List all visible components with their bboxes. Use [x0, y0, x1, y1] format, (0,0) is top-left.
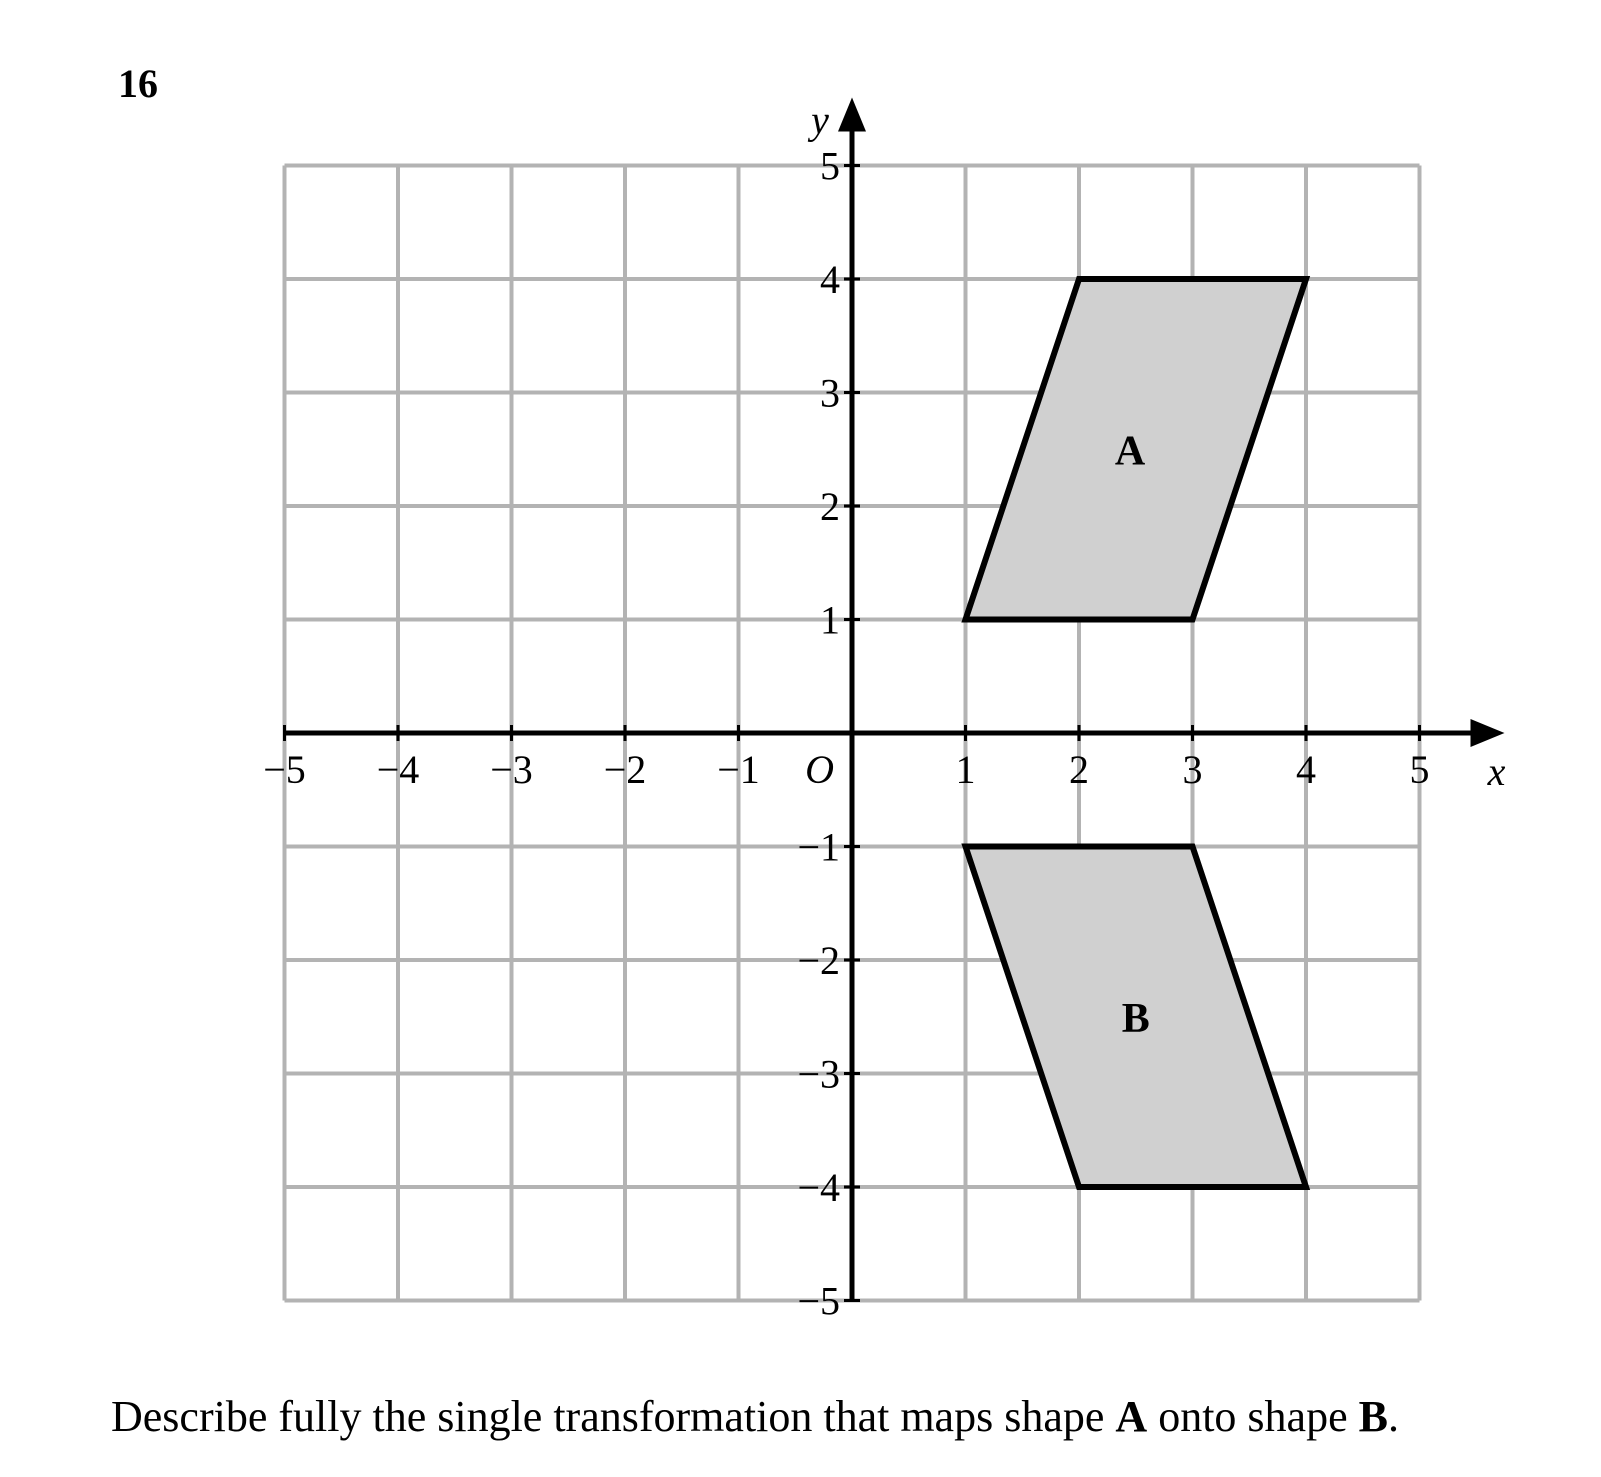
y-tick-label: −4 — [797, 1165, 840, 1210]
x-tick-label: 2 — [1069, 747, 1089, 792]
origin-label: O — [805, 747, 834, 792]
y-axis-label: y — [811, 97, 829, 143]
y-tick-label: 5 — [820, 143, 840, 189]
x-tick-label: −1 — [717, 747, 760, 792]
tick-labels — [263, 98, 1505, 1324]
x-tick-label: −2 — [603, 747, 647, 792]
x-tick-label: −3 — [490, 747, 533, 792]
y-tick-label: 2 — [820, 484, 840, 529]
x-tick-label: −5 — [263, 747, 306, 792]
x-tick-label: 1 — [955, 747, 976, 792]
y-axis-arrow-icon — [838, 98, 866, 132]
shape-b-ref: B — [1358, 1392, 1388, 1441]
y-tick-label: −3 — [797, 1051, 840, 1097]
x-axis-arrow-icon — [1471, 719, 1505, 747]
question-text-part: onto shape — [1147, 1392, 1359, 1441]
x-tick-label: 4 — [1296, 747, 1316, 792]
y-tick-label: 3 — [820, 370, 840, 416]
y-tick-label: 1 — [820, 597, 840, 643]
y-tick-label: −5 — [797, 1278, 840, 1324]
y-tick-label: 4 — [820, 257, 840, 302]
x-tick-label: 5 — [1409, 747, 1430, 792]
shape-label-a: A — [1114, 428, 1146, 475]
x-tick-label: 3 — [1182, 747, 1203, 792]
shape-label-b: B — [1121, 996, 1150, 1043]
x-axis-label: x — [1487, 749, 1506, 794]
question-text-part: Describe fully the single transformation that maps shape — [111, 1392, 1116, 1441]
y-tick-label: −2 — [797, 938, 840, 983]
x-tick-label: −4 — [376, 747, 420, 792]
question-text — [111, 1391, 1399, 1442]
y-tick-label: −1 — [797, 824, 840, 870]
question-number: 16 — [118, 61, 158, 106]
shape-a-ref: A — [1115, 1392, 1148, 1441]
question-text-part: . — [1387, 1392, 1399, 1441]
